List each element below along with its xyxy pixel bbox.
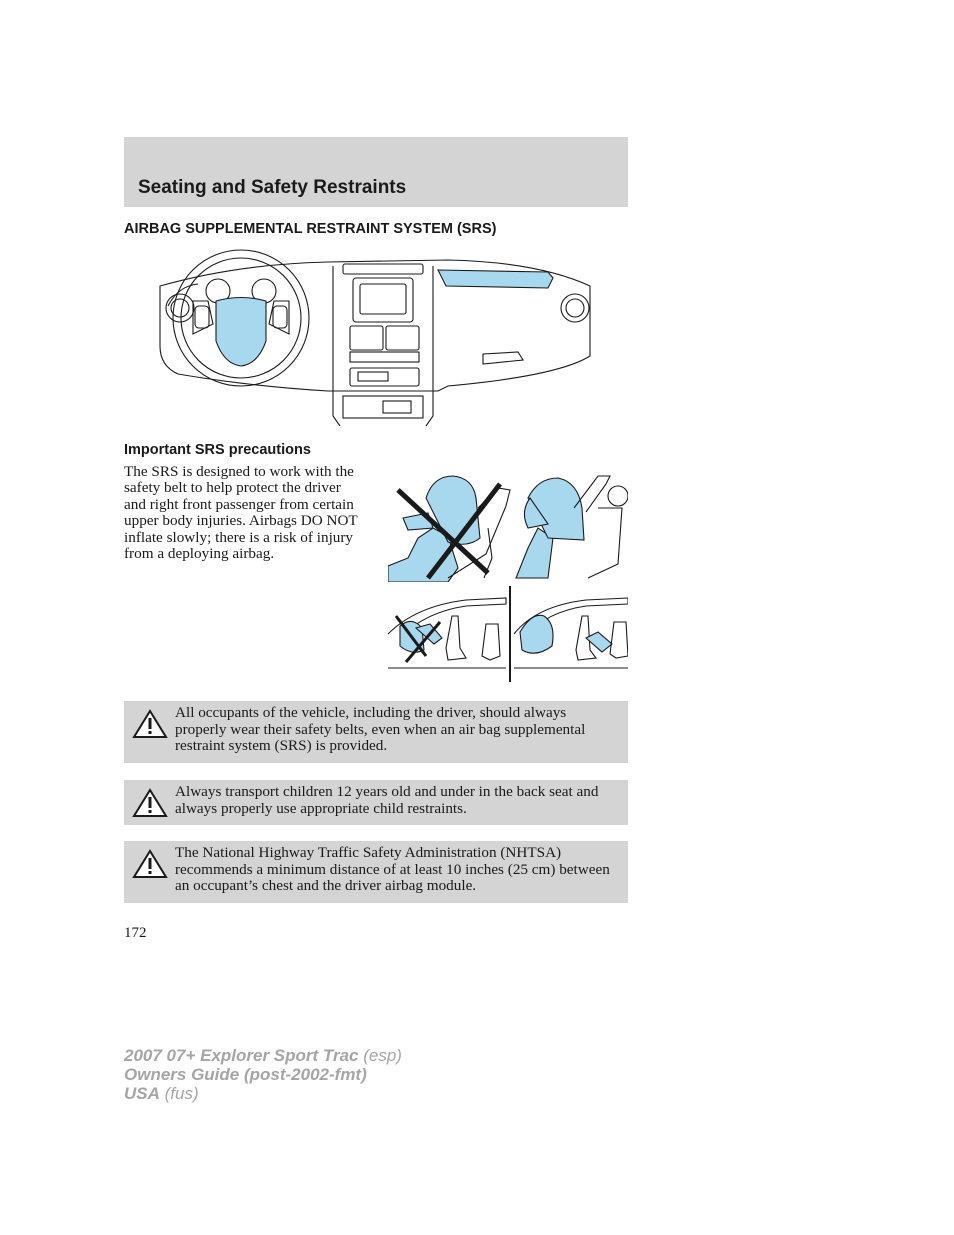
dashboard-airbag-illustration <box>158 246 594 426</box>
warning-text: All occupants of the vehicle, including the driver, should always properly wear their safety belts, even when an air bag supplemental restraint system (SRS) is provided. <box>175 704 586 755</box>
page-number: 172 <box>124 925 147 941</box>
child-seat-position-illustration <box>386 586 628 682</box>
precautions-heading: Important SRS precautions <box>124 442 311 458</box>
warning-box <box>124 701 628 763</box>
document-footer <box>124 1046 402 1103</box>
footer-model: 2007 07+ Explorer Sport Trac <box>124 1046 359 1065</box>
warning-triangle-icon <box>132 788 168 818</box>
warning-text: Always transport children 12 years old and under in the back seat and always properly use appropriate child restraints. <box>175 783 599 817</box>
footer-market-code: (fus) <box>159 1084 199 1103</box>
warning-text: The National Highway Traffic Safety Administration (NHTSA) recommends a minimum distance of at least 10 inches (25 cm) between an occupant’s chest and the driver airbag module. <box>175 844 610 895</box>
footer-market: USA <box>124 1084 160 1103</box>
srs-heading: AIRBAG SUPPLEMENTAL RESTRAINT SYSTEM (SRS) <box>124 221 497 237</box>
section-title: Seating and Safety Restraints <box>138 177 407 198</box>
precautions-body: The SRS is designed to work with the safety belt to help protect the driver and right front passenger from certain upper body injuries. Airbags DO NOT inflate slowly; there is a risk of injury from a deploying airbag. <box>124 463 358 563</box>
occupant-position-illustration <box>388 468 628 582</box>
footer-model-code: (esp) <box>358 1046 402 1065</box>
warning-triangle-icon <box>132 849 168 879</box>
footer-guide: Owners Guide (post-2002-fmt) <box>124 1065 367 1084</box>
warning-triangle-icon <box>132 709 168 739</box>
warning-box <box>124 780 628 825</box>
warning-box <box>124 841 628 903</box>
